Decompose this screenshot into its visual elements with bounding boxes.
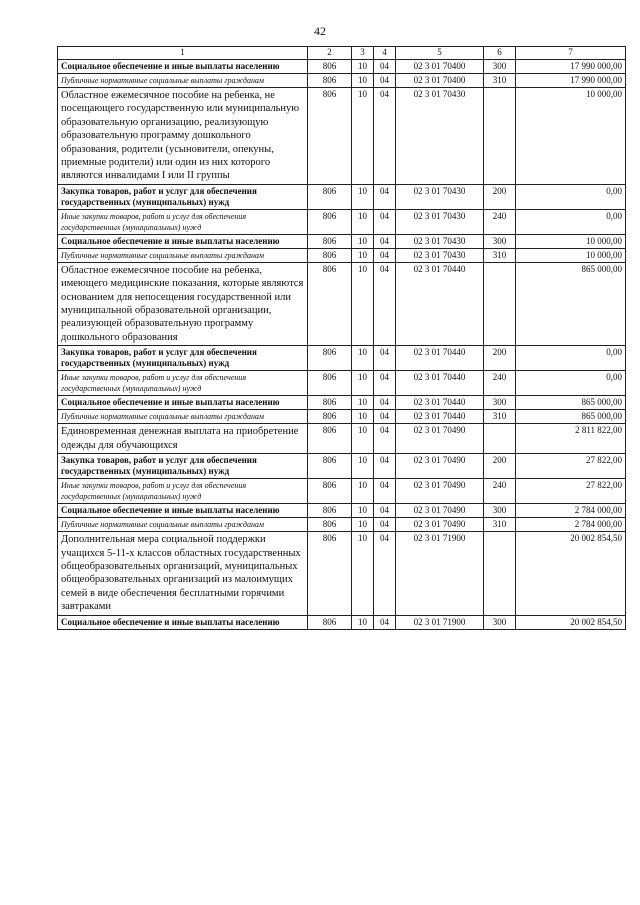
expense-type-code-cell	[484, 424, 516, 454]
row-name-cell: Публичные нормативные социальные выплаты гражданам	[58, 248, 308, 262]
target-article-code-cell: 02 3 01 70440	[396, 410, 484, 424]
subsection-code-cell: 04	[374, 346, 396, 371]
admin-code-cell: 806	[308, 454, 352, 479]
table-row	[58, 248, 626, 262]
table-row	[58, 371, 626, 396]
amount-cell: 865 000,00	[516, 396, 626, 410]
subsection-code-cell: 04	[374, 74, 396, 88]
target-article-code-cell: 02 3 01 70430	[396, 184, 484, 209]
header-col-4: 4	[374, 47, 396, 60]
admin-code-cell: 806	[308, 518, 352, 532]
expense-type-code-cell	[484, 88, 516, 185]
expense-type-code-cell	[484, 262, 516, 345]
expense-type-code-cell: 240	[484, 209, 516, 234]
amount-cell: 10 000,00	[516, 248, 626, 262]
target-article-code-cell: 02 3 01 70490	[396, 518, 484, 532]
target-article-code-cell: 02 3 01 70490	[396, 424, 484, 454]
amount-cell: 865 000,00	[516, 410, 626, 424]
admin-code-cell: 806	[308, 424, 352, 454]
expense-type-code-cell: 300	[484, 396, 516, 410]
section-code-cell: 10	[352, 248, 374, 262]
row-name-cell: Областное ежемесячное пособие на ребенка, имеющего медицинские показания, которые являются основанием для непосещения государственной или муниципальной образовательной организации, реализующей образовательную программу дошкольного образования	[58, 262, 308, 345]
row-name-cell: Социальное обеспечение и иные выплаты населению	[58, 396, 308, 410]
target-article-code-cell: 02 3 01 70490	[396, 454, 484, 479]
admin-code-cell: 806	[308, 371, 352, 396]
table-row	[58, 209, 626, 234]
subsection-code-cell: 04	[374, 396, 396, 410]
section-code-cell: 10	[352, 234, 374, 248]
section-code-cell: 10	[352, 60, 374, 74]
admin-code-cell: 806	[308, 615, 352, 629]
admin-code-cell: 806	[308, 74, 352, 88]
table-row	[58, 88, 626, 185]
section-code-cell: 10	[352, 615, 374, 629]
table-row	[58, 410, 626, 424]
table-row	[58, 532, 626, 615]
row-name-cell: Закупка товаров, работ и услуг для обеспечения государственных (муниципальных) нужд	[58, 346, 308, 371]
row-name-cell: Иные закупки товаров, работ и услуг для обеспечения государственных (муниципальных) нужд	[58, 479, 308, 504]
table-row	[58, 479, 626, 504]
table-row	[58, 262, 626, 345]
expense-type-code-cell: 310	[484, 248, 516, 262]
admin-code-cell: 806	[308, 504, 352, 518]
amount-cell: 27 822,00	[516, 454, 626, 479]
admin-code-cell: 806	[308, 532, 352, 615]
amount-cell: 10 000,00	[516, 88, 626, 185]
section-code-cell: 10	[352, 479, 374, 504]
table-row	[58, 518, 626, 532]
target-article-code-cell: 02 3 01 70490	[396, 479, 484, 504]
target-article-code-cell: 02 3 01 71900	[396, 615, 484, 629]
expense-type-code-cell: 240	[484, 371, 516, 396]
row-name-cell: Единовременная денежная выплата на приобретение одежды для обучающихся	[58, 424, 308, 454]
subsection-code-cell: 04	[374, 262, 396, 345]
section-code-cell: 10	[352, 518, 374, 532]
amount-cell: 27 822,00	[516, 479, 626, 504]
expense-type-code-cell: 310	[484, 74, 516, 88]
expense-type-code-cell: 310	[484, 518, 516, 532]
amount-cell: 865 000,00	[516, 262, 626, 345]
header-col-1: 1	[58, 47, 308, 60]
expense-type-code-cell: 300	[484, 60, 516, 74]
subsection-code-cell: 04	[374, 518, 396, 532]
admin-code-cell: 806	[308, 262, 352, 345]
amount-cell: 17 990 000,00	[516, 74, 626, 88]
subsection-code-cell: 04	[374, 88, 396, 185]
subsection-code-cell: 04	[374, 248, 396, 262]
table-row	[58, 454, 626, 479]
expense-type-code-cell: 200	[484, 454, 516, 479]
section-code-cell: 10	[352, 396, 374, 410]
amount-cell: 0,00	[516, 371, 626, 396]
subsection-code-cell: 04	[374, 371, 396, 396]
amount-cell: 2 811 822,00	[516, 424, 626, 454]
expense-type-code-cell: 200	[484, 184, 516, 209]
section-code-cell: 10	[352, 371, 374, 396]
amount-cell: 17 990 000,00	[516, 60, 626, 74]
expense-type-code-cell	[484, 532, 516, 615]
section-code-cell: 10	[352, 209, 374, 234]
subsection-code-cell: 04	[374, 615, 396, 629]
admin-code-cell: 806	[308, 479, 352, 504]
admin-code-cell: 806	[308, 88, 352, 185]
row-name-cell: Социальное обеспечение и иные выплаты населению	[58, 234, 308, 248]
row-name-cell: Закупка товаров, работ и услуг для обеспечения государственных (муниципальных) нужд	[58, 454, 308, 479]
admin-code-cell: 806	[308, 410, 352, 424]
table-row	[58, 234, 626, 248]
target-article-code-cell: 02 3 01 70430	[396, 88, 484, 185]
target-article-code-cell: 02 3 01 70430	[396, 248, 484, 262]
table-row	[58, 346, 626, 371]
budget-table	[57, 46, 626, 630]
section-code-cell: 10	[352, 454, 374, 479]
admin-code-cell: 806	[308, 396, 352, 410]
table-row	[58, 424, 626, 454]
amount-cell: 2 784 000,00	[516, 504, 626, 518]
table-row	[58, 60, 626, 74]
header-col-2: 2	[308, 47, 352, 60]
section-code-cell: 10	[352, 88, 374, 185]
row-name-cell: Социальное обеспечение и иные выплаты населению	[58, 504, 308, 518]
target-article-code-cell: 02 3 01 70400	[396, 74, 484, 88]
subsection-code-cell: 04	[374, 479, 396, 504]
amount-cell: 10 000,00	[516, 234, 626, 248]
page-number: 42	[314, 24, 326, 38]
header-col-5: 5	[396, 47, 484, 60]
table-row	[58, 504, 626, 518]
section-code-cell: 10	[352, 346, 374, 371]
section-code-cell: 10	[352, 184, 374, 209]
admin-code-cell: 806	[308, 60, 352, 74]
target-article-code-cell: 02 3 01 70430	[396, 234, 484, 248]
row-name-cell: Областное ежемесячное пособие на ребенка, не посещающего государственную или муниципальную образовательную организацию, реализующую образовательную программу дошкольного образования, родители (усыновители, опекуны, приемные родители) или один из них которого являются инвалидами I или II группы	[58, 88, 308, 185]
admin-code-cell: 806	[308, 209, 352, 234]
subsection-code-cell: 04	[374, 532, 396, 615]
amount-cell: 2 784 000,00	[516, 518, 626, 532]
expense-type-code-cell: 300	[484, 504, 516, 518]
row-name-cell: Социальное обеспечение и иные выплаты населению	[58, 60, 308, 74]
row-name-cell: Публичные нормативные социальные выплаты гражданам	[58, 410, 308, 424]
header-col-6: 6	[484, 47, 516, 60]
amount-cell: 0,00	[516, 184, 626, 209]
subsection-code-cell: 04	[374, 410, 396, 424]
target-article-code-cell: 02 3 01 70440	[396, 396, 484, 410]
subsection-code-cell: 04	[374, 234, 396, 248]
row-name-cell: Социальное обеспечение и иные выплаты населению	[58, 615, 308, 629]
section-code-cell: 10	[352, 424, 374, 454]
section-code-cell: 10	[352, 74, 374, 88]
row-name-cell: Дополнительная мера социальной поддержки учащихся 5-11-х классов областных государственных общеобразовательных организаций, муниципальных общеобразовательных организаций из малоимущих семей в виде обеспечения бесплатными горячими завтраками	[58, 532, 308, 615]
target-article-code-cell: 02 3 01 70430	[396, 209, 484, 234]
row-name-cell: Иные закупки товаров, работ и услуг для обеспечения государственных (муниципальных) нужд	[58, 371, 308, 396]
subsection-code-cell: 04	[374, 454, 396, 479]
expense-type-code-cell: 300	[484, 615, 516, 629]
subsection-code-cell: 04	[374, 424, 396, 454]
target-article-code-cell: 02 3 01 71900	[396, 532, 484, 615]
row-name-cell: Иные закупки товаров, работ и услуг для обеспечения государственных (муниципальных) нужд	[58, 209, 308, 234]
subsection-code-cell: 04	[374, 504, 396, 518]
section-code-cell: 10	[352, 410, 374, 424]
table-row	[58, 396, 626, 410]
amount-cell: 20 002 854,50	[516, 615, 626, 629]
section-code-cell: 10	[352, 262, 374, 345]
table-row	[58, 184, 626, 209]
admin-code-cell: 806	[308, 184, 352, 209]
admin-code-cell: 806	[308, 234, 352, 248]
subsection-code-cell: 04	[374, 184, 396, 209]
target-article-code-cell: 02 3 01 70440	[396, 371, 484, 396]
amount-cell: 0,00	[516, 209, 626, 234]
amount-cell: 20 002 854,50	[516, 532, 626, 615]
table-header	[58, 47, 626, 60]
target-article-code-cell: 02 3 01 70490	[396, 504, 484, 518]
row-name-cell: Публичные нормативные социальные выплаты гражданам	[58, 518, 308, 532]
header-row	[58, 47, 626, 60]
table-row	[58, 74, 626, 88]
header-col-3: 3	[352, 47, 374, 60]
table-body	[58, 60, 626, 630]
subsection-code-cell: 04	[374, 60, 396, 74]
subsection-code-cell: 04	[374, 209, 396, 234]
header-col-7: 7	[516, 47, 626, 60]
row-name-cell: Закупка товаров, работ и услуг для обеспечения государственных (муниципальных) нужд	[58, 184, 308, 209]
admin-code-cell: 806	[308, 346, 352, 371]
table-row	[58, 615, 626, 629]
target-article-code-cell: 02 3 01 70400	[396, 60, 484, 74]
row-name-cell: Публичные нормативные социальные выплаты гражданам	[58, 74, 308, 88]
amount-cell: 0,00	[516, 346, 626, 371]
section-code-cell: 10	[352, 532, 374, 615]
expense-type-code-cell: 300	[484, 234, 516, 248]
target-article-code-cell: 02 3 01 70440	[396, 262, 484, 345]
expense-type-code-cell: 310	[484, 410, 516, 424]
admin-code-cell: 806	[308, 248, 352, 262]
expense-type-code-cell: 200	[484, 346, 516, 371]
expense-type-code-cell: 240	[484, 479, 516, 504]
target-article-code-cell: 02 3 01 70440	[396, 346, 484, 371]
section-code-cell: 10	[352, 504, 374, 518]
